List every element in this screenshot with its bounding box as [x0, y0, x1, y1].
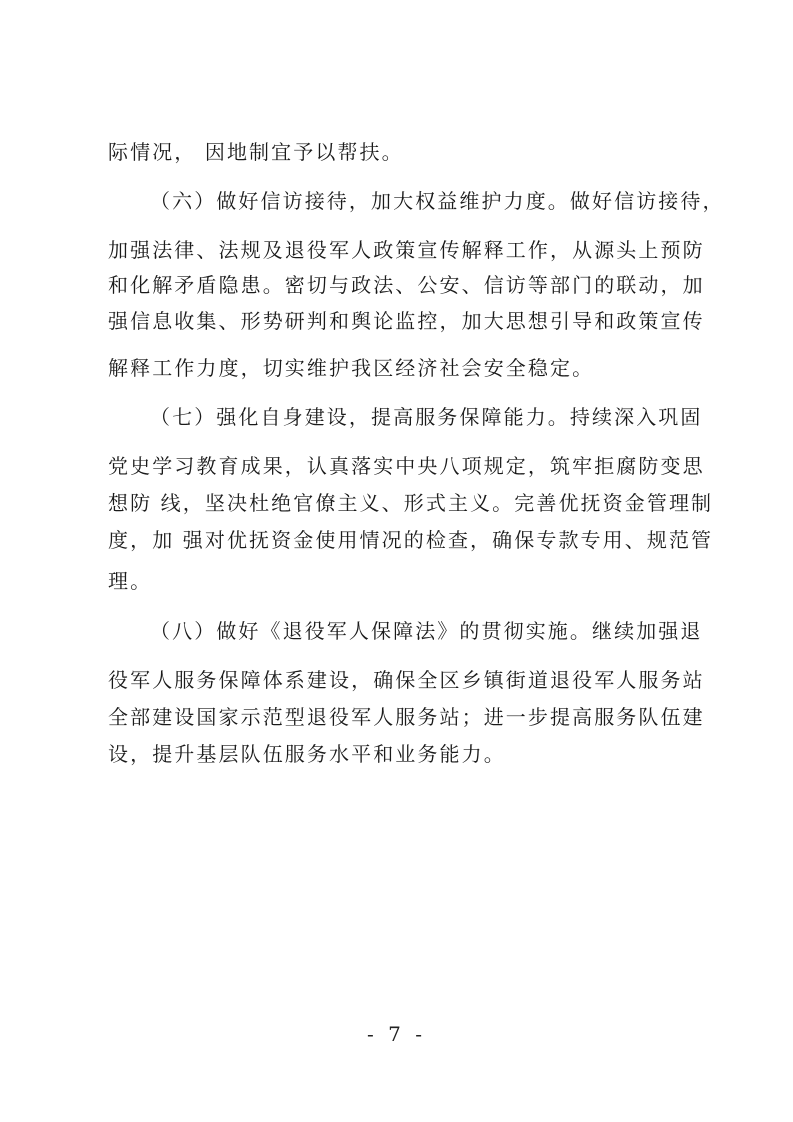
- text-line: 设，提升基层队伍服务水平和业务能力。: [108, 742, 506, 766]
- text-line: 党史学习教育成果，认真落实中央八项规定，筑牢拒腐防变思: [108, 454, 705, 478]
- text-line: 解释工作力度，切实维护我区经济社会安全稳定。: [108, 356, 595, 380]
- text-line: 役军人服务保障体系建设，确保全区乡镇街道退役军人服务站: [108, 668, 705, 692]
- text-line: 理。: [108, 569, 153, 593]
- text-line: 全部建设国家示范型退役军人服务站；进一步提高服务队伍建: [108, 705, 705, 729]
- text-line: 际情况， 因地制宜予以帮扶。: [108, 140, 404, 164]
- text-line: 强信息收集、形势研判和舆论监控，加大思想引导和政策宣传: [108, 309, 705, 333]
- text-line: 想防 线，坚决杜绝官僚主义、形式主义。完善优抚资金管理制: [108, 491, 714, 515]
- text-line: （八）做好《退役军人保障法》的贯彻实施。继续加强退: [150, 619, 703, 643]
- text-line: （六）做好信访接待，加大权益维护力度。做好信访接待，: [150, 189, 725, 213]
- text-line: 加强法律、法规及退役军人政策宣传解释工作，从源头上预防: [108, 238, 705, 262]
- page-number: - 7 -: [367, 1022, 426, 1046]
- text-line: 和化解矛盾隐患。密切与政法、公安、信访等部门的联动，加: [108, 273, 705, 297]
- text-line: 度，加 强对优抚资金使用情况的检查，确保专款专用、规范管: [108, 528, 714, 552]
- text-line: （七）强化自身建设，提高服务保障能力。持续深入巩固: [150, 405, 703, 429]
